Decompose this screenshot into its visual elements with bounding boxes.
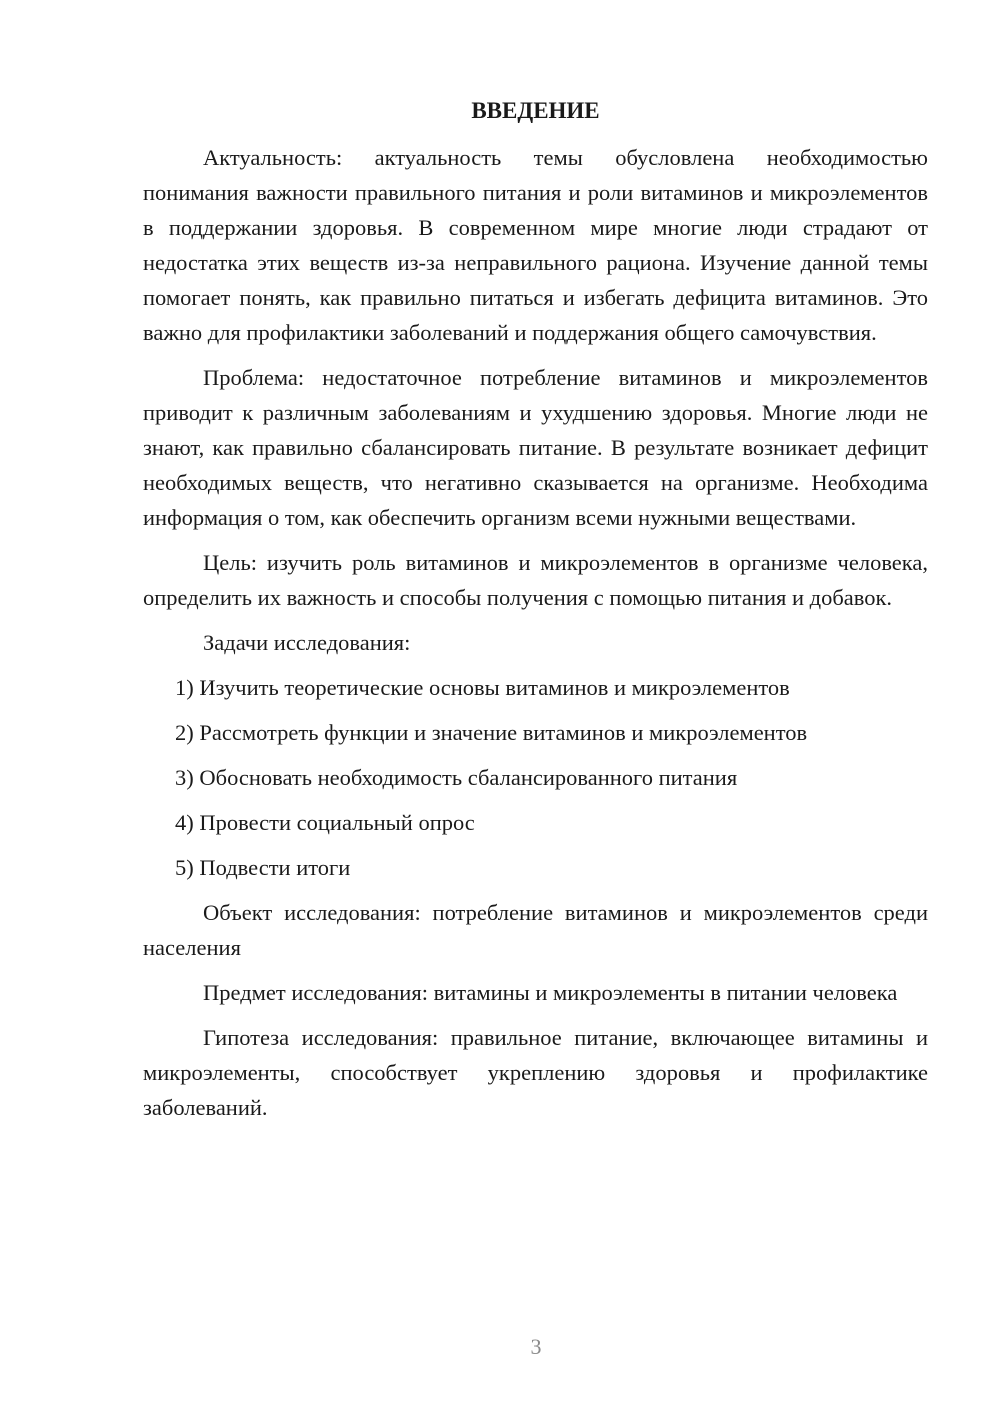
page-number: 3 [530,1334,542,1359]
list-item: 5) Подвести итоги [175,855,351,880]
tasks-list [143,670,928,885]
paragraph-object: Объект исследования: потребление витаминов и микроэлементов среди населения [143,900,928,960]
paragraph-problem: Проблема: недостаточное потребление витаминов и микроэлементов приводит к различным заболеваниям и ухудшению здоровья. Многие люди не знают, как правильно сбалансировать питание. В результате возникает дефицит необходимых веществ, что негативно сказывается на организме. Необходима информация о том, как обеспечить организм всеми нужными веществами. [143,365,928,530]
list-item: 4) Провести социальный опрос [175,810,475,835]
list-item: 1) Изучить теоретические основы витаминов и микроэлементов [175,675,790,700]
page-title: ВВЕДЕНИЕ [471,98,600,123]
paragraph-goal: Цель: изучить роль витаминов и микроэлементов в организме человека, определить их важность и способы получения с помощью питания и добавок. [143,550,928,610]
paragraph-subject: Предмет исследования: витамины и микроэлементы в питании человека [203,980,898,1005]
paragraph-relevance: Актуальность: актуальность темы обусловлена необходимостью понимания важности правильного питания и роли витаминов и микроэлементов в поддержании здоровья. В современном мире многие люди страдают от недостатка этих веществ из-за неправильного рациона. Изучение данной темы помогает понять, как правильно питаться и избегать дефицита витаминов. Это важно для профилактики заболеваний и поддержания общего самочувствия. [143,145,928,345]
document-page [143,96,928,1135]
list-item: 3) Обосновать необходимость сбалансированного питания [175,765,738,790]
tasks-heading: Задачи исследования: [203,630,411,655]
paragraph-hypothesis: Гипотеза исследования: правильное питание, включающее витамины и микроэлементы, способствует укреплению здоровья и профилактике заболеваний. [143,1025,928,1120]
list-item: 2) Рассмотреть функции и значение витаминов и микроэлементов [175,720,808,745]
